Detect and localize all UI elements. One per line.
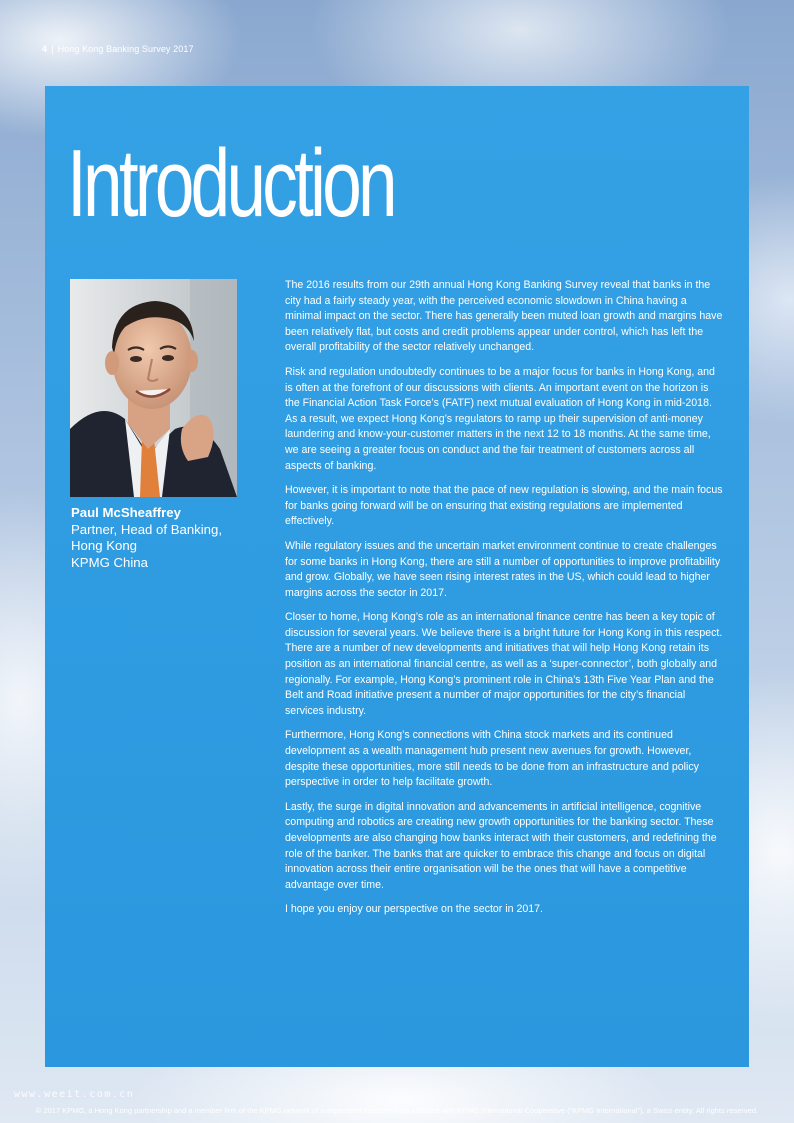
watermark: www.weeit.com.cn — [14, 1089, 135, 1100]
paragraph: The 2016 results from our 29th annual Hong Kong Banking Survey reveal that banks in the city had a fairly steady year, with the perceived economic slowdown in China having a minimal impact on the sector. There has generally been muted loan growth and margins have been relatively flat, but costs and credit problems appear under control, which has left the overall profitability of the sector relatively unchanged. — [285, 279, 723, 354]
paragraph: While regulatory issues and the uncertain market environment continue to create challenges for some banks in Hong Kong, there are still a number of opportunities to improve profitability and grow. Globally, we have seen rising interest rates in the US, which could lead to higher margins across the sector in 2017. — [285, 539, 721, 599]
copyright-footer: © 2017 KPMG, a Hong Kong partnership and a member firm of the KPMG network of independent member firms affiliated with KPMG International Cooperative (“KPMG International”), a Swiss entity. All rights reserved. — [35, 1106, 759, 1115]
page-number: 4 — [42, 44, 48, 54]
author-caption — [71, 505, 251, 571]
content-panel — [45, 86, 749, 1067]
author-location: Hong Kong — [71, 538, 137, 553]
publication-title: Hong Kong Banking Survey 2017 — [57, 44, 194, 54]
paragraph: I hope you enjoy our perspective on the sector in 2017. — [285, 903, 543, 916]
running-header — [42, 44, 194, 54]
author-name: Paul McSheaffrey — [71, 505, 181, 520]
paragraph: Risk and regulation undoubtedly continues to be a major focus for banks in Hong Kong, and is often at the forefront of our discussions with clients. An important event on the horizon is the Financial Action Task Force’s (FATF) next mutual evaluation of Hong Kong in mid-2018. As a result, we expect Hong Kong’s regulators to ramp up their supervision of anti-money laundering and know-your-customer matters in the next 12 to 18 months. At the same time, we are seeing a greater focus on conduct and the fair treatment of customers across all aspects of banking. — [285, 365, 715, 472]
author-role: Partner, Head of Banking, — [71, 521, 223, 537]
introduction-body — [285, 278, 725, 927]
author-company: KPMG China — [71, 554, 148, 570]
author-photo — [70, 279, 237, 497]
page-title: Introduction — [67, 130, 394, 237]
paragraph: Lastly, the surge in digital innovation and advancements in artificial intelligence, cognitive computing and robotics are creating new growth opportunities for the banking sector. These developments are also changing how banks interact with their customers, and redefining the role of the banker. The banks that are quicker to embrace this change and focus on digital innovation across their entire organisation will be the ones that will have a competitive advantage over time. — [285, 800, 717, 891]
header-separator: | — [51, 44, 54, 54]
paragraph: Closer to home, Hong Kong’s role as an international finance centre has been a key topic of discussion for several years. We believe there is a bright future for Hong Kong in this respect. There are a number of new developments and initiatives that will help Hong Kong retain its position as an international financial centre, as well as a ‘super-connector’, both globally and regionally. For example, Hong Kong’s prominent role in China’s 13th Five Year Plan and the Belt and Road initiative present a number of major opportunities for the city’s financial services industry. — [285, 611, 723, 717]
paragraph: Furthermore, Hong Kong’s connections with China stock markets and its continued development as a wealth management hub present new avenues for growth. However, despite these opportunities, more still needs to be done from an infrastructure and policy perspective in order to help facilitate growth. — [285, 729, 699, 789]
paragraph: However, it is important to note that the pace of new regulation is slowing, and the main focus for banks going forward will be on ensuring that existing regulations are implemented effectively. — [285, 484, 723, 528]
